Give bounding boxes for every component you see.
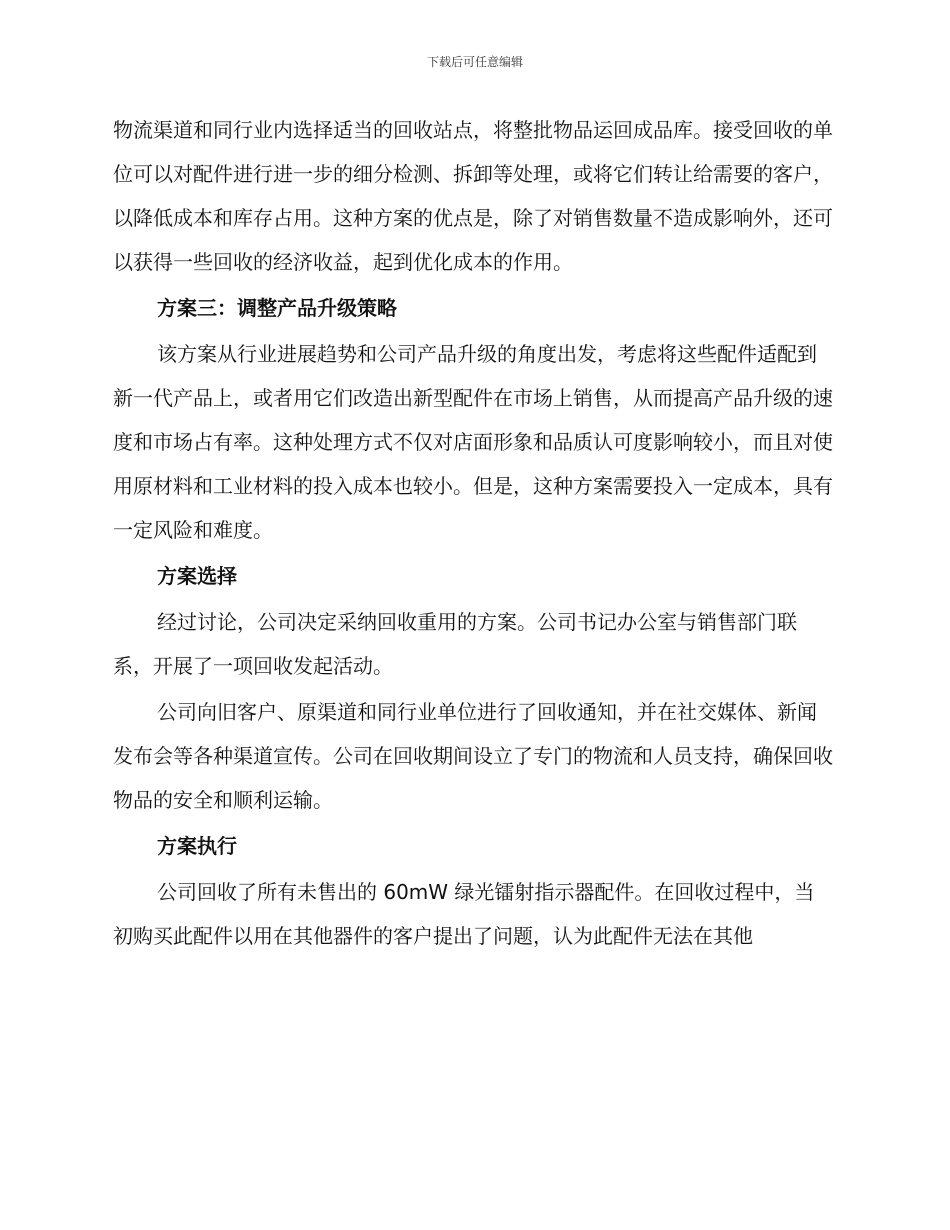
- paragraph-plan-selection: 经过讨论，公司决定采纳回收重用的方案。公司书记办公室与销售部门联系，开展了一项回收发起活动。: [113, 610, 797, 678]
- document-body: [113, 108, 833, 958]
- heading-plan-execution: 方案执行: [157, 834, 237, 858]
- heading-plan-three: 方案三：调整产品升级策略: [157, 296, 397, 320]
- heading-plan-selection: 方案选择: [157, 564, 237, 588]
- paragraph-plan-execution: 公司回收了所有未售出的 60mW 绿光镭射指示器配件。在回收过程中，当初购买此配件以用在其他器件的客户提出了问题，认为此配件无法在其他: [113, 880, 815, 948]
- paragraph-recall-notice: 公司向旧客户、原渠道和同行业单位进行了回收通知，并在社交媒体、新闻发布会等各种渠道宣传。公司在回收期间设立了专门的物流和人员支持，确保回收物品的安全和顺利运输。: [113, 700, 833, 812]
- paragraph-recycling-continuation: 物流渠道和同行业内选择适当的回收站点，将整批物品运回成品库。接受回收的单位可以对配件进行进一步的细分检测、拆卸等处理，或将它们转让给需要的客户，以降低成本和库存占用。这种方案的优点是，除了对销售数量不造成影响外，还可以获得一些回收的经济收益，起到优化成本的作用。: [113, 118, 833, 274]
- paragraph-plan-three: 该方案从行业进展趋势和公司产品升级的角度出发，考虑将这些配件适配到新一代产品上，或者用它们改造出新型配件在市场上销售，从而提高产品升级的速度和市场占有率。这种处理方式不仅对店面形象和品质认可度影响较小，而且对使用原材料和工业材料的投入成本也较小。但是，这种方案需要投入一定成本，具有一定风险和难度。: [113, 342, 833, 542]
- page-header: 下载后可任意编辑: [426, 55, 523, 69]
